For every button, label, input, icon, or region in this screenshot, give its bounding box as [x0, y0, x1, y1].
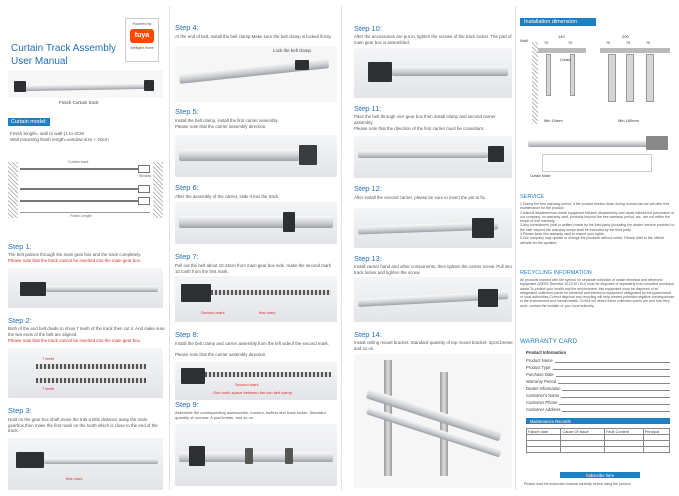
form-field-label: Customer's Name [526, 393, 560, 398]
form-field-label: Customer Phone [526, 400, 558, 405]
seven-teeth-label-1: 7 teeth [42, 356, 55, 361]
step-11-text: Pass the belt through vice gear box then install clamp and second carrier assembly. [354, 114, 496, 125]
tuya-logo: tuya [130, 29, 154, 43]
service-item-1: 1.During the free warranty period, if the product breaks down during normal use,we will offer free maintenance for the product. [520, 202, 670, 211]
lock-belt-clamp-label: Lock the belt clamp [273, 48, 311, 53]
form-field-label: Dealer Information [526, 386, 561, 391]
column-1 [0, 0, 168, 496]
form-field-label: Customer Address [526, 407, 561, 412]
table-cell[interactable] [643, 447, 669, 453]
table-row [527, 447, 670, 453]
step-13-text: Install carrier hand and other components, then tighten the carrier screw. Pull into track locker and tighten the screw. [354, 264, 512, 275]
form-field-input[interactable] [556, 372, 670, 377]
step-8-title: Step 8: [175, 330, 199, 339]
column-4 [516, 0, 679, 496]
title-line-2: User Manual [11, 56, 68, 67]
product-info-title: Product Information [526, 350, 567, 355]
form-field-row [526, 398, 670, 405]
recycling-text: All products marked with the symbol for separate collection of waste electrical and electronic equipment (WEEE Directive 2012/19 / EU) must be disposed of separately from unsorted municipal waste.To protect your health and the environment, this equipment must be disposed of at designated collection points for electrical and electronic equipment designated by the government or local authorities.Correct disposal and recycling will help prevent potential negative consequences to the environment and human health. To find out where these collection points are and how they work, contact the installer or your local authority. [520, 278, 675, 308]
powered-by-text: Powered by [132, 22, 152, 26]
curtain-model-diagram [8, 148, 163, 222]
column-header: Failure date [527, 429, 561, 435]
step-11-title: Step 11: [354, 104, 382, 113]
step-4-image [175, 46, 337, 102]
finish-track-image [8, 70, 163, 98]
warranty-heading: WARRANTY CARD [520, 338, 578, 345]
tooth-space-label: One tooth space between the two belt clamp [213, 390, 292, 395]
form-field-row [526, 384, 670, 391]
step-8-image [175, 362, 337, 400]
step-10-text: After the accessories are put in, tighten the screws of the track locker. The part of main gear box is assembled. [354, 34, 512, 45]
curtain-accessories-image [520, 134, 675, 182]
step-8-text: Install the belt clamp and carrier assembly,from the left sideof the second mark. [175, 341, 329, 346]
step-6-image [175, 202, 337, 244]
step-5-title: Step 5: [175, 107, 199, 116]
step-12-title: Step 12: [354, 184, 382, 193]
step-13-image [354, 277, 512, 322]
step-14-image [354, 354, 512, 488]
installation-dimension-badge: Installation dimension [520, 18, 596, 26]
step-5-image [175, 135, 337, 177]
step-6-text: After the assembly of the carrier, slide it into the track. [175, 194, 280, 199]
curtain-model-badge: Curtain model: [8, 118, 50, 126]
dim-right-2: 70 [626, 41, 631, 45]
step-9-title: Step 9: [175, 400, 199, 409]
step-4-title: Step 4: [175, 23, 199, 32]
step-7-title: Step 7: [175, 252, 199, 261]
form-field-label: Product Name [526, 358, 553, 363]
curtain-model-line-2: Wall mounting finish length=window size + 20cm [10, 137, 109, 142]
form-field-input[interactable] [561, 393, 670, 398]
step-14-title: Step 14: [354, 330, 382, 339]
form-field-label: Purchase Date [526, 372, 554, 377]
dim-right-1: 70 [606, 41, 611, 45]
window-label: Window [139, 174, 152, 178]
step-3-title: Step 3: [8, 406, 32, 415]
curtain-motor-label: Curtain Motor [530, 174, 551, 178]
service-item-5: 5.Our company may update or change the products without notice. Please refer to the official website for the updates. [520, 236, 664, 245]
column-header: Cause Of Issue [561, 429, 605, 435]
installation-dimension-diagram [520, 32, 675, 130]
form-field-row [526, 370, 670, 377]
form-field-row [526, 377, 670, 384]
dim-right-total: 200 [622, 34, 629, 39]
dim-left-1: 70 [544, 41, 549, 45]
form-field-row [526, 391, 670, 398]
second-mark-label-8: Second mark [235, 382, 259, 387]
form-field-row [526, 356, 670, 363]
tuya-logo-box [125, 18, 159, 62]
step-10-title: Step 10: [354, 24, 382, 33]
title-line-1: Curtain Track Assembly [11, 43, 117, 54]
service-item-3: 3.Any commitment (oral or written) made by the third party (including the dealer/ service provider) to the user beyond the warranty scope shall be executed by the third party. [520, 223, 675, 232]
table-cell[interactable] [527, 447, 561, 453]
column-header: Principal [643, 429, 669, 435]
first-mark-label: first mark [259, 310, 276, 315]
step-8-note: Please note that the carrier assembly direction. [175, 352, 267, 357]
recycling-heading: RECYCLING INFORMATION [520, 270, 592, 276]
form-field-row [526, 363, 670, 370]
step-7-text: Pull out the belt about 10-15cm from main gear box side, make the second mark 10 tooth from the first mark. [175, 263, 331, 274]
column-3 [342, 0, 514, 496]
product-info-form [526, 350, 670, 412]
step-4-text: At the end of belt, install the belt clamp.Make sure the belt clamp is locked firmly. [175, 34, 332, 39]
curtain-model-line-1: Finish length= wall to wall-(1 to 4CM [10, 131, 84, 136]
step-12-image [354, 208, 512, 248]
step-5-note: Please note that the carrier assembly direction. [175, 124, 267, 129]
step-3-image [8, 438, 163, 490]
step-14-text: Install ceiling mount bracket. Standard quantity of top mount bracket: 2pcs/1meter, and so on. [354, 340, 514, 351]
app-name-text: Intelligent Home [130, 46, 154, 50]
form-field-input[interactable] [555, 358, 670, 363]
maintenance-table [526, 428, 670, 453]
finish-length-label: Finish Length [70, 214, 92, 218]
maintenance-records-badge: Maintenance Records [526, 418, 670, 424]
second-mark-label: Second mark [201, 310, 225, 315]
step-1-image [8, 268, 163, 308]
service-item-4: 4.Please keep this warranty card to ensure your rights. [520, 232, 605, 237]
step-2-text: Both of the end belt divide to show 7 teeth of the track then cut it. And make sure the two ends of the belt are aligned. [8, 326, 165, 337]
min-10mm-label: Min 10mm [544, 118, 563, 123]
dim-right-3: 70 [646, 41, 651, 45]
step-3-text: Hold on the gear box shaft,move the trak a little distance away the main gearbox,then make the first mark on the tooth which is close to the end of the track. [8, 417, 158, 434]
dim-left-total: 140 [558, 34, 565, 39]
table-cell[interactable] [605, 447, 644, 453]
step-13-title: Step 13: [354, 254, 382, 263]
step-5-text: Install the belt clamp, install the first carrier assembly. [175, 118, 279, 123]
footer-note: Please read the instruction manual carefully before using the product [524, 482, 631, 486]
first-mark-label: first mark [66, 476, 83, 481]
form-field-input[interactable] [559, 400, 670, 405]
step-12-text: After install the second carrier, please be sure to insert the pin to fix. [354, 195, 487, 200]
step-1-text: The belt passes through the main gear box and the track completely. [8, 252, 142, 257]
step-11-image [354, 136, 512, 178]
min-180mm-label: Min 180mm [618, 118, 639, 123]
curtain-track-label: Curtain track [68, 160, 89, 164]
form-field-input[interactable] [553, 365, 670, 370]
form-field-input[interactable] [562, 407, 670, 412]
step-2-note: Please note that the track cannot be inserted into the main gear box. [8, 338, 142, 343]
column-header: Fault Content [605, 429, 644, 435]
service-heading: SERVICE [520, 194, 545, 200]
product-info-fields [526, 356, 670, 412]
step-10-image [354, 48, 512, 98]
step-7-image [175, 276, 337, 322]
step-2-image [8, 348, 163, 398]
finish-track-caption: Finish Curtain track [59, 100, 99, 105]
curtain-label: Curtain [560, 58, 571, 62]
step-1-note: Please note that the track cannot be inserted into the main gear box. [8, 258, 142, 263]
form-field-label: Product Type [526, 365, 551, 370]
dim-left-2: 70 [568, 41, 573, 45]
service-item-2: 2.Natural disasters/man-made equipment failures, disassembly and repair without the permission of our company, no warranty card, products beyond the free warranty period, etc., are not within the scope of free warranty. [520, 210, 675, 224]
step-9-image [175, 424, 337, 486]
form-field-input[interactable] [562, 386, 670, 391]
step-1-title: Step 1: [8, 242, 32, 251]
subscribe-button[interactable]: Subscribe here [560, 472, 640, 478]
seven-teeth-label-2: 7 teeth [42, 386, 55, 391]
step-9-text: Assemble the corresponding accessories, runners, buffers and track locker. Standard quantity of runners: 8 pcs/1meter, and so on. [175, 410, 326, 420]
wall-label: Wall [520, 38, 528, 43]
table-cell[interactable] [561, 447, 605, 453]
step-6-title: Step 6: [175, 183, 199, 192]
form-field-input[interactable] [558, 379, 670, 384]
step-2-title: Step 2: [8, 316, 32, 325]
step-11-note: Please note that the direction of the first carrier must be consistant. [354, 126, 485, 131]
column-2 [170, 0, 340, 496]
form-field-label: Warranty Period [526, 379, 557, 384]
service-list [520, 202, 675, 245]
form-field-row [526, 405, 670, 412]
